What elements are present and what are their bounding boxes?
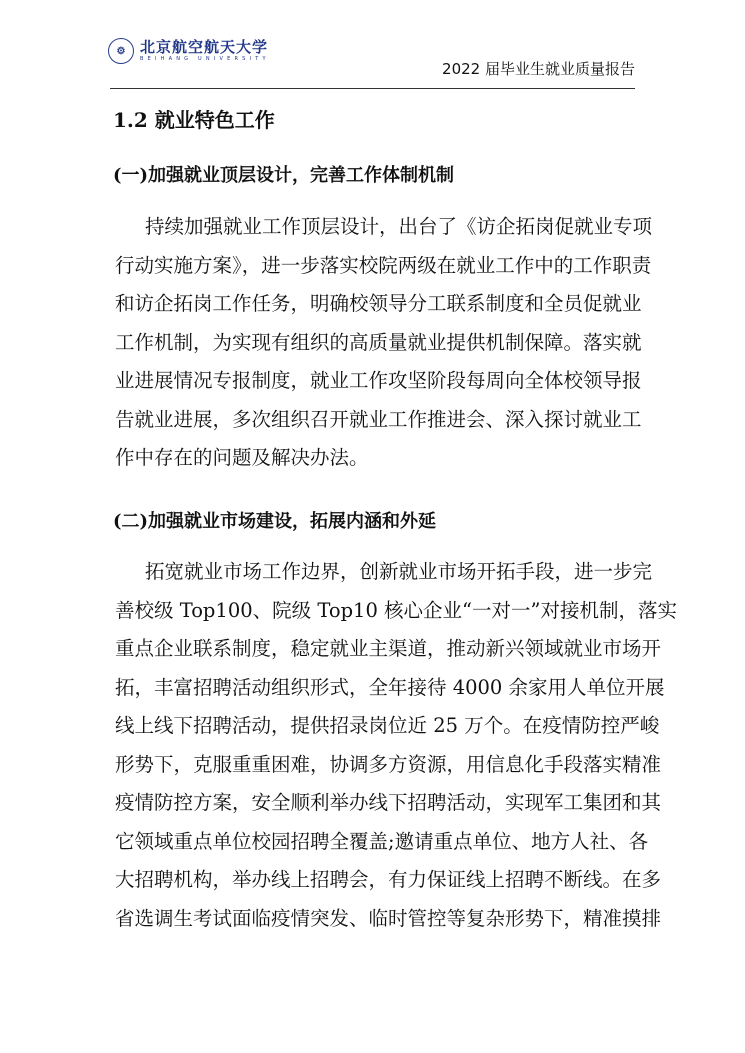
text-line: 告就业进展，多次组织召开就业工作推进会、深入探讨就业工 bbox=[115, 407, 642, 431]
university-logo bbox=[108, 38, 270, 64]
text-line: 形势下，克服重重困难，协调多方资源，用信息化手段落实精准 bbox=[115, 752, 662, 776]
text-line: 作中存在的问题及解决办法。 bbox=[115, 446, 369, 469]
logo-english-name: BEIHANG UNIVERSITY bbox=[140, 56, 270, 62]
text-line: 工作机制，为实现有组织的高质量就业提供机制保障。落实就 bbox=[115, 330, 642, 354]
text-line: 和访企拓岗工作任务，明确校领导分工联系制度和全员促就业 bbox=[115, 292, 642, 315]
paragraph-1 bbox=[115, 208, 653, 478]
text-line: 它领域重点单位校园招聘全覆盖;邀请重点单位、地方人社、各 bbox=[115, 829, 649, 853]
header-divider bbox=[110, 88, 635, 89]
text-line: 拓宽就业市场工作边界，创新就业市场开拓手段，进一步完 bbox=[145, 560, 653, 583]
logo-chinese-name: 北京航空航天大学 bbox=[140, 38, 269, 56]
paragraph-2 bbox=[115, 553, 677, 938]
text-line: 线上线下招聘活动，提供招录岗位近 25 万个。在疫情防控严峻 bbox=[115, 714, 660, 737]
section-heading: 1.2 就业特色工作 bbox=[113, 108, 275, 132]
text-line: 持续加强就业工作顶层设计，出台了《访企拓岗促就业专项 bbox=[145, 215, 653, 238]
subsection-heading-2: (二)加强就业市场建设，拓展内涵和外延 bbox=[113, 511, 437, 532]
text-line: 业进展情况专报制度，就业工作攻坚阶段每周向全体校领导报 bbox=[115, 369, 642, 392]
text-line: 大招聘机构，举办线上招聘会，有力保证线上招聘不断线。在多 bbox=[115, 868, 662, 891]
text-line: 行动实施方案》，进一步落实校院两级在就业工作中的工作职责 bbox=[115, 253, 652, 277]
logo-wordmark bbox=[140, 39, 270, 63]
university-seal-icon: ⚙ bbox=[108, 38, 134, 64]
text-line: 善校级 Top100、院级 Top10 核心企业“一对一”对接机制，落实 bbox=[115, 598, 677, 622]
text-line: 拓，丰富招聘活动组织形式，全年接待 4000 余家用人单位开展 bbox=[115, 675, 665, 699]
subsection-heading-1: (一)加强就业顶层设计，完善工作体制机制 bbox=[113, 165, 455, 186]
text-line: 重点企业联系制度，稳定就业主渠道，推动新兴领域就业市场开 bbox=[115, 637, 662, 660]
report-title: 2022 届毕业生就业质量报告 bbox=[442, 60, 635, 78]
text-line: 省选调生考试面临疫情突发、临时管控等复杂形势下，精准摸排 bbox=[115, 906, 662, 930]
text-line: 疫情防控方案，安全顺利举办线下招聘活动，实现军工集团和其 bbox=[115, 791, 662, 814]
